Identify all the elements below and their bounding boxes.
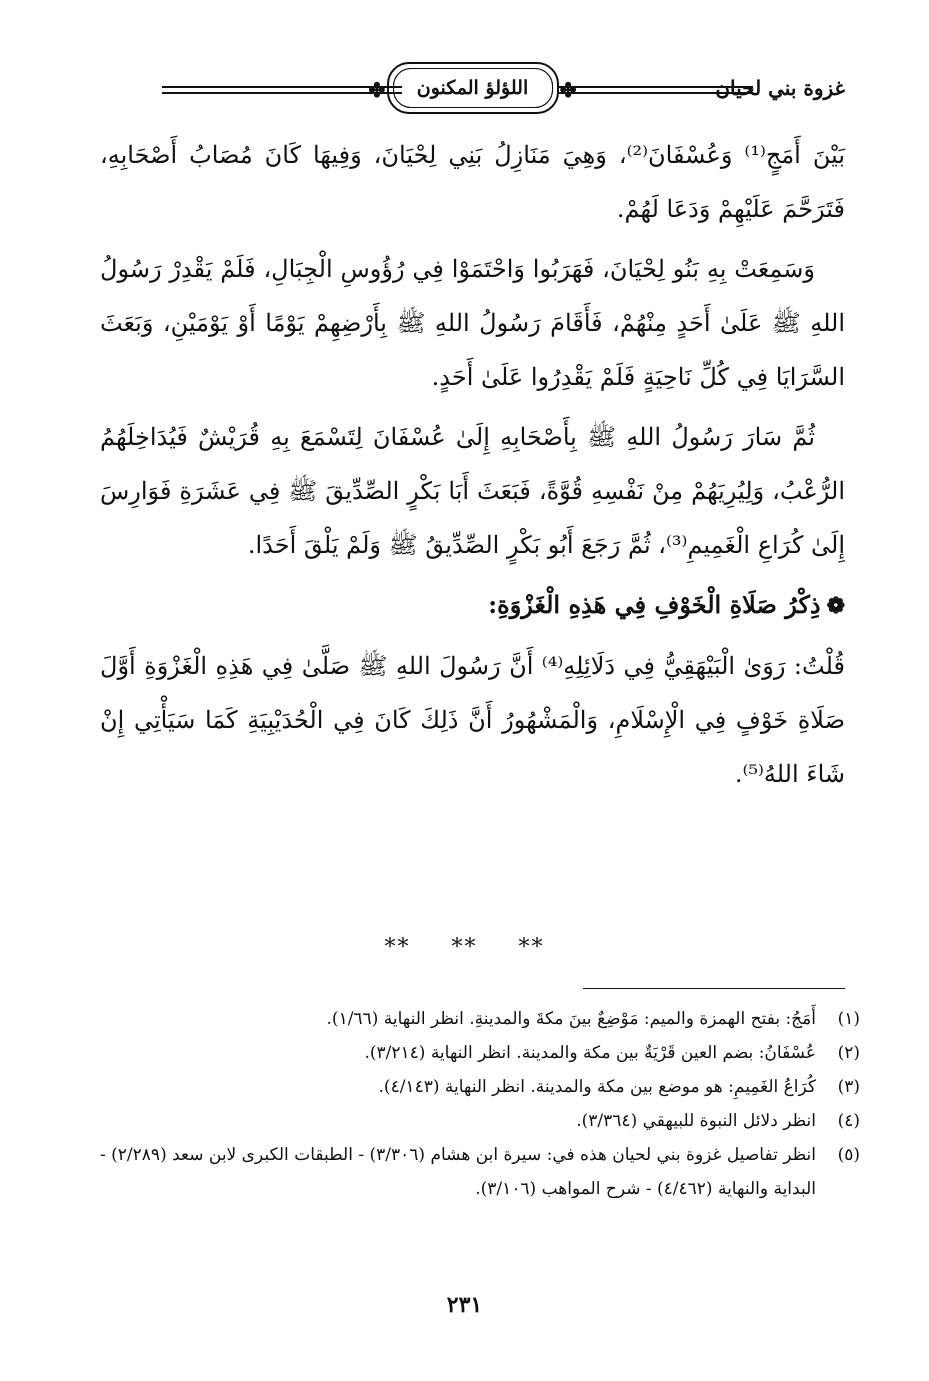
separator-stars: **: [451, 935, 478, 960]
section-separator: [0, 935, 929, 960]
separator-stars: **: [518, 935, 545, 960]
paragraph-1: بَيْنَ أَمَجٍ⁽¹⁾ وَعُسْفَانَ⁽²⁾، وَهِيَ مَنَازِلُ بَنِي لِحْيَانَ، وَفِيهَا كَانَ مُصَابُ أَصْحَابِهِ، فَتَرَحَّمَ عَلَيْهِمْ وَدَعَا لَهُمْ.: [100, 141, 846, 223]
running-header: [100, 60, 845, 120]
footnote-text: عُسْفَانُ: بضم العين قَرْيَةٌ بين مكة والمدينة. انظر النهاية (٣/٢١٤).: [364, 1043, 816, 1063]
footnote-number: (٢): [837, 1043, 860, 1063]
separator-stars: **: [384, 935, 411, 960]
flower-bullet-icon: ❁: [826, 593, 845, 619]
footnote-text: انظر تفاصيل غزوة بني لحيان هذه في: سيرة ابن هشام (٣/٣٠٦) - الطبقات الكبرى لابن سعد (٢/٢٨٩) - البداية والنهاية (٤/٤٦٢) - شرح المواهب (٣/١٠٦).: [100, 1145, 816, 1199]
ornament-icon: ✤: [559, 78, 577, 102]
chapter-title: غزوة بني لحيان: [715, 76, 845, 100]
main-text: [100, 128, 845, 807]
footnote-text: كُرَاعُ الغَمِيمِ: هو موضع بين مكة والمدينة. انظر النهاية (٤/١٤٣).: [378, 1077, 816, 1097]
page-number: ٢٣١: [446, 1292, 483, 1318]
footnote: [100, 1002, 860, 1036]
footnote-number: (١): [837, 1009, 860, 1029]
paragraph-3: ثُمَّ سَارَ رَسُولُ اللهِ ﷺ بِأَصْحَابِهِ إِلَىٰ عُسْفَانَ لِتَسْمَعَ بِهِ قُرَيْشٌ فَيُدَاخِلَهُمُ الرُّعْبُ، وَلِيُرِيَهُمْ مِنْ نَفْسِهِ قُوَّةً، فَبَعَثَ أَبَا بَكْرٍ الصِّدِّيقَ ﷺ فِي عَشَرَةِ فَوَارِسَ إِلَىٰ كُرَاعِ الْغَمِيمِ⁽³⁾، ثُمَّ رَجَعَ أَبُو بَكْرٍ الصِّدِّيقُ ﷺ وَلَمْ يَلْقَ أَحَدًا.: [100, 423, 845, 559]
footnote-number: (٣): [837, 1077, 860, 1097]
footnote: [100, 1104, 860, 1138]
footnote: [100, 1070, 860, 1104]
footnote-text: انظر دلائل النبوة للبيهقي (٣/٣٦٤).: [576, 1111, 816, 1131]
header-rule-left: [162, 86, 402, 94]
paragraph-2: وَسَمِعَتْ بِهِ بَنُو لِحْيَانَ، فَهَرَبُوا وَاحْتَمَوْا فِي رُؤُوسِ الْجِبَالِ، فَلَمْ يَقْدِرْ رَسُولُ اللهِ ﷺ عَلَىٰ أَحَدٍ مِنْهُمْ، فَأَقَامَ رَسُولُ اللهِ ﷺ بِأَرْضِهِمْ يَوْمًا أَوْ يَوْمَيْنِ، وَبَعَثَ السَّرَايَا فِي كُلِّ نَاحِيَةٍ فَلَمْ يَقْدِرُوا عَلَىٰ أَحَدٍ.: [100, 255, 845, 391]
section-heading-text: ذِكْرُ صَلَاةِ الْخَوْفِ فِي هَذِهِ الْغَزْوَةِ:: [488, 590, 821, 619]
footnote-number: (٤): [837, 1111, 860, 1131]
section-heading: [100, 578, 845, 633]
ornament-icon: ✤: [368, 78, 386, 102]
footnote: [100, 1138, 860, 1206]
footnote-number: (٥): [837, 1145, 860, 1165]
footnote-text: أَمَجُ: بفتح الهمزة والميم: مَوْضِعٌ بينَ مكةَ والمدينةِ. انظر النهاية (١/٦٦).: [326, 1009, 816, 1029]
paragraph-4: قُلْتُ: رَوَىٰ الْبَيْهَقِيُّ فِي دَلَائِلِهِ⁽⁴⁾ أَنَّ رَسُولَ اللهِ ﷺ صَلَّىٰ فِي هَذِهِ الْغَزْوَةِ أَوَّلَ صَلَاةِ خَوْفٍ فِي الْإِسْلَامِ، وَالْمَشْهُورُ أَنَّ ذَلِكَ كَانَ فِي الْحُدَيْبِيَةِ كَمَا سَيَأْتِي إِنْ شَاءَ اللهُ⁽⁵⁾.: [100, 652, 845, 788]
footnote-rule: [583, 988, 845, 989]
footnote: [100, 1036, 860, 1070]
book-title: اللؤلؤ المكنون: [416, 77, 529, 99]
footnotes: [100, 1002, 860, 1206]
book-title-cartouche: [368, 62, 577, 114]
